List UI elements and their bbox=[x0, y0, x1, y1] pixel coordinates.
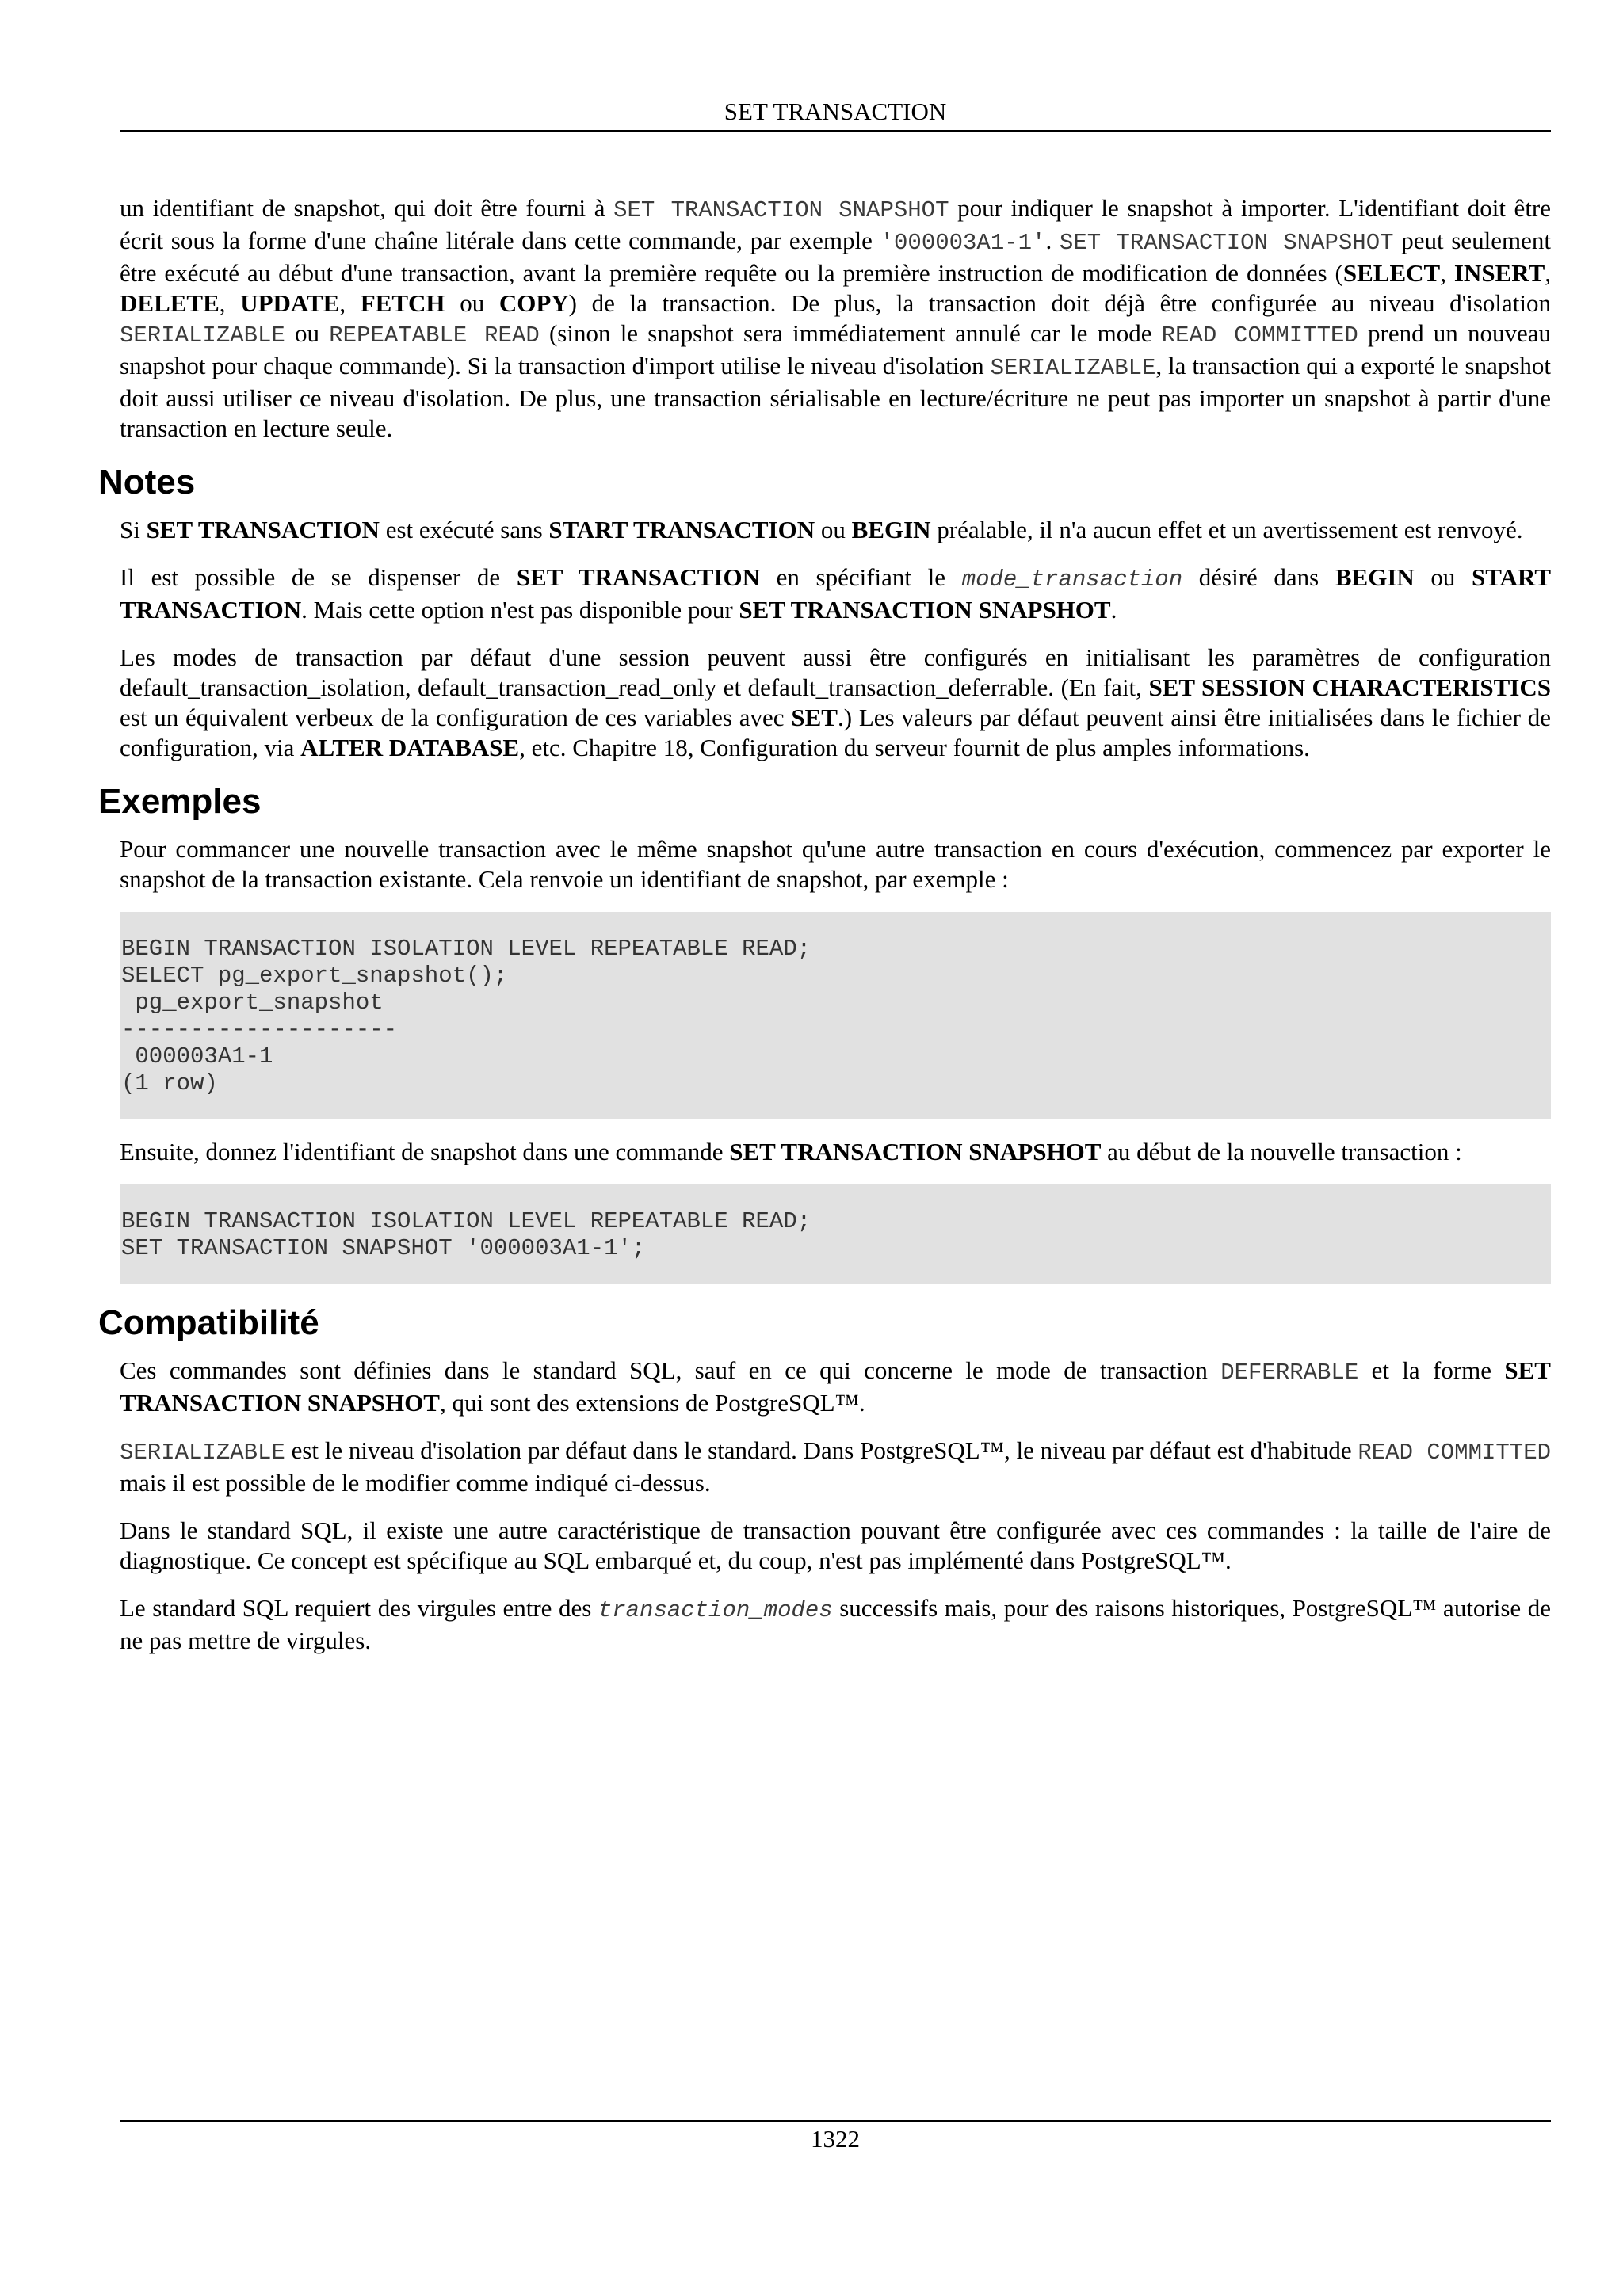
code-block-1: BEGIN TRANSACTION ISOLATION LEVEL REPEATABLE READ; SELECT pg_export_snapshot(); pg_export_snapshot -------------------- 000003A1-1 (1 row) bbox=[120, 912, 1551, 1119]
running-header: SET TRANSACTION bbox=[120, 94, 1551, 132]
command-name: UPDATE bbox=[240, 289, 340, 317]
text: . bbox=[1045, 227, 1060, 254]
code-block-2: BEGIN TRANSACTION ISOLATION LEVEL REPEATABLE READ; SET TRANSACTION SNAPSHOT '000003A1-1'; bbox=[120, 1184, 1551, 1284]
compat-paragraph-4 bbox=[120, 1593, 1551, 1656]
text: ou bbox=[285, 319, 330, 347]
command-name: DELETE bbox=[120, 289, 220, 317]
text: mais il est possible de le modifier comme indiqué ci-dessus. bbox=[120, 1469, 711, 1497]
text: est un équivalent verbeux de la configuration de ces variables avec bbox=[120, 704, 792, 731]
text: est exécuté sans bbox=[379, 516, 549, 543]
parameter-name: transaction_modes bbox=[598, 1597, 833, 1623]
text: .) Les valeurs par défaut peuvent ainsi être initialisées dans le fichier de configuration, via bbox=[120, 704, 1551, 761]
text: , bbox=[1545, 259, 1552, 287]
notes-paragraph-2 bbox=[120, 563, 1551, 625]
command-name: START TRANSACTION bbox=[120, 563, 1552, 624]
text: , etc. Chapitre 18, Configuration du serveur fournit de plus amples informations. bbox=[519, 734, 1310, 761]
command-name: SET TRANSACTION SNAPSHOT bbox=[120, 1356, 1551, 1417]
command-name: SELECT bbox=[1342, 259, 1441, 287]
text: préalable, il n'a aucun effet et un avertissement est renvoyé. bbox=[930, 516, 1523, 543]
command-name: BEGIN bbox=[1335, 563, 1415, 591]
text: Ces commandes sont définies dans le standard SQL, sauf en ce qui concerne le mode de transaction bbox=[120, 1356, 1221, 1384]
text: . bbox=[1110, 596, 1117, 624]
code-literal: SERIALIZABLE bbox=[120, 1440, 285, 1466]
text: , la transaction qui a exporté le snapshot doit aussi utiliser ce niveau d'isolation. De plus, une transaction sérialisable en lecture/écriture ne peut pas importer un snapshot à partir d'une transaction en lecture seule. bbox=[120, 352, 1552, 442]
text: , bbox=[219, 289, 241, 317]
command-name: ALTER DATABASE bbox=[300, 734, 520, 761]
text: . Mais cette option n'est pas disponible pour bbox=[301, 596, 739, 624]
compat-paragraph-1 bbox=[120, 1356, 1551, 1418]
text: (sinon le snapshot sera immédiatement annulé car le mode bbox=[539, 319, 1162, 347]
notes-paragraph-3 bbox=[120, 643, 1551, 763]
compat-paragraph-2 bbox=[120, 1436, 1551, 1498]
command-name: BEGIN bbox=[851, 516, 931, 543]
intro-paragraph bbox=[120, 193, 1551, 444]
text: désiré dans bbox=[1182, 563, 1335, 591]
text: , qui sont des extensions de PostgreSQL™. bbox=[439, 1389, 865, 1417]
text: est le niveau d'isolation par défaut dans le standard. Dans PostgreSQL™, le niveau par défaut est d'habitude bbox=[285, 1436, 1358, 1464]
text: ) de la transaction. De plus, la transaction doit déjà être configurée au niveau d'isolation bbox=[568, 289, 1552, 317]
examples-paragraph-1: Pour commancer une nouvelle transaction avec le même snapshot qu'une autre transaction en cours d'exécution, commencez par exporter le snapshot de la transaction existante. Cela renvoie un identifiant de snapshot, par exemple : bbox=[120, 835, 1551, 893]
section-heading-notes: Notes bbox=[98, 463, 196, 502]
code-literal: REPEATABLE READ bbox=[329, 322, 540, 349]
text: successifs mais, pour des raisons historiques, PostgreSQL™ autorise de ne pas mettre de virgules. bbox=[120, 1594, 1551, 1654]
section-heading-examples: Exemples bbox=[98, 782, 262, 821]
text: ou bbox=[815, 516, 852, 543]
code-literal: READ COMMITTED bbox=[1161, 322, 1358, 349]
footer-rule bbox=[120, 2120, 1551, 2122]
text: au début de la nouvelle transaction : bbox=[1101, 1138, 1462, 1165]
page-number: 1322 bbox=[811, 2125, 860, 2153]
code-literal: SET TRANSACTION SNAPSHOT bbox=[613, 197, 949, 223]
command-name: SET TRANSACTION bbox=[146, 516, 380, 543]
text: peut seulement être exécuté au début d'une transaction, avant la première requête ou la première instruction de modification de données ( bbox=[120, 227, 1552, 287]
command-name: COPY bbox=[498, 289, 569, 317]
text: Il est possible de se dispenser de bbox=[120, 563, 517, 591]
text: Les modes de transaction par défaut d'une session peuvent aussi être configurés en initialisant les paramètres de configuration default_transaction_isolation, default_transaction_read_only et default_transaction_deferrable. (En fait, bbox=[120, 643, 1551, 701]
command-name: SET bbox=[791, 704, 838, 731]
command-name: SET SESSION CHARACTERISTICS bbox=[1148, 673, 1551, 701]
notes-paragraph-1 bbox=[120, 515, 1551, 545]
code-literal: DEFERRABLE bbox=[1220, 1360, 1359, 1386]
text: , bbox=[1440, 259, 1454, 287]
code-literal: READ COMMITTED bbox=[1358, 1440, 1551, 1466]
text: Ensuite, donnez l'identifiant de snapshot dans une commande bbox=[120, 1138, 730, 1165]
command-name: SET TRANSACTION SNAPSHOT bbox=[739, 596, 1111, 624]
command-name: START TRANSACTION bbox=[548, 516, 815, 543]
text: un identifiant de snapshot, qui doit être fourni à bbox=[120, 194, 614, 222]
text: Si bbox=[120, 516, 147, 543]
command-name: SET TRANSACTION SNAPSHOT bbox=[729, 1138, 1102, 1165]
text: , bbox=[339, 289, 361, 317]
command-name: SET TRANSACTION bbox=[516, 563, 761, 591]
compat-paragraph-3: Dans le standard SQL, il existe une autre caractéristique de transaction pouvant être configurée avec ces commandes : la taille de l'aire de diagnostique. Ce concept est spécifique au SQL embarqué et, du coup, n'est pas implémenté dans PostgreSQL™. bbox=[120, 1516, 1551, 1574]
text: Le standard SQL requiert des virgules entre des bbox=[120, 1594, 598, 1622]
text: ou bbox=[1414, 563, 1472, 591]
text: en spécifiant le bbox=[760, 563, 962, 591]
code-literal: SERIALIZABLE bbox=[120, 322, 285, 349]
code-literal: SET TRANSACTION SNAPSHOT bbox=[1059, 230, 1394, 256]
text: et la forme bbox=[1358, 1356, 1505, 1384]
parameter-name: mode_transaction bbox=[961, 566, 1183, 593]
text: ou bbox=[445, 289, 499, 317]
examples-paragraph-2 bbox=[120, 1137, 1551, 1167]
text: pour indiquer le snapshot à importer. L'identifiant doit être écrit sous la forme d'une chaîne litérale dans cette commande, par exemple bbox=[120, 194, 1552, 254]
text: prend un nouveau snapshot pour chaque commande). Si la transaction d'import utilise le niveau d'isolation bbox=[120, 319, 1552, 379]
command-name: FETCH bbox=[360, 289, 445, 317]
code-literal: SERIALIZABLE bbox=[990, 355, 1156, 381]
command-name: INSERT bbox=[1453, 259, 1545, 287]
section-heading-compatibility: Compatibilité bbox=[98, 1303, 319, 1342]
code-literal: '000003A1-1' bbox=[880, 230, 1046, 256]
page-body bbox=[98, 193, 1552, 1673]
